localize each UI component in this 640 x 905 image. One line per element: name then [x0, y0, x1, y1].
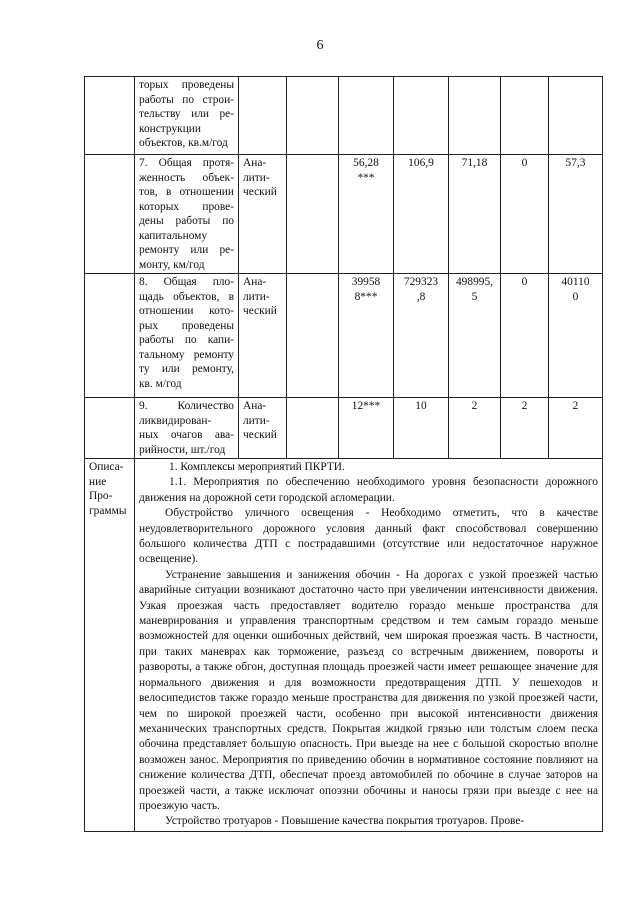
method-line: Ана- [243, 157, 267, 169]
value-text: 39958 [351, 276, 381, 288]
method-line: Ана- [243, 400, 267, 412]
table-row [85, 77, 603, 155]
indicator-cell [135, 398, 239, 459]
value-text: 57,3 [565, 157, 586, 169]
description-label-line: ние [89, 475, 107, 488]
blank-cell [287, 274, 339, 398]
indicators-table [84, 76, 603, 832]
indicator-line: 7. Общая протя- [139, 157, 234, 169]
indicator-line: капитальному [139, 229, 208, 242]
value-cell [394, 155, 449, 274]
description-text [135, 459, 603, 832]
indicator-line: конструкции [139, 122, 201, 135]
method-line: лити- [243, 290, 270, 303]
indicator-line: 9. Количество [139, 400, 234, 412]
description-label-line: Описа- [89, 461, 124, 473]
blank-cell [287, 398, 339, 459]
description-paragraph: Обустройство уличного освещения - Необходимо отметить, что в качестве неудовлетворительного дорожного условия данный факт способствовал совершению большого количества ДТП с пострадавшими (отсутствие или недостаточное наружное освещение). [139, 507, 598, 566]
value-text: 40110 [561, 276, 590, 288]
value-text: 5 [471, 290, 478, 303]
method-cell [239, 398, 287, 459]
value-cell [449, 398, 501, 459]
value-cell [549, 398, 603, 459]
blank-cell [287, 77, 339, 155]
indicator-line: отношении кото- [139, 305, 234, 317]
indicator-line: торых проведены [139, 79, 234, 91]
value-cell [394, 77, 449, 155]
value-text: 8*** [354, 290, 378, 303]
indicator-line: тельству или ре- [139, 108, 234, 120]
value-cell [339, 77, 394, 155]
value-cell [449, 77, 501, 155]
table-row [85, 274, 603, 398]
method-cell [239, 274, 287, 398]
method-cell [239, 155, 287, 274]
value-cell [449, 274, 501, 398]
method-cell [239, 77, 287, 155]
indicator-line: щадь объектов, в [139, 290, 234, 303]
value-cell [339, 398, 394, 459]
description-label-line: граммы [89, 504, 127, 517]
indicator-line: тов, в отношении [139, 186, 234, 198]
indicator-line: работы по строи- [139, 93, 234, 106]
value-text: 71,18 [461, 157, 488, 169]
indicator-cell [135, 274, 239, 398]
value-cell [549, 155, 603, 274]
value-cell [339, 274, 394, 398]
value-text: 0 [572, 290, 579, 303]
value-cell [549, 274, 603, 398]
indicator-line: рых проведены [139, 319, 234, 332]
method-line: ческий [243, 186, 277, 198]
description-paragraph: 1.1. Мероприятия по обеспечению необходимого уровня безопасности дорожного движения на дорожной сети городской агломерации. [139, 476, 598, 504]
indicator-line: ликвидирован- [139, 414, 212, 427]
indicator-line: объектов, кв.м/год [139, 137, 228, 149]
value-text: 10 [415, 400, 427, 412]
value-cell [394, 274, 449, 398]
value-text: 498995, [455, 276, 494, 288]
value-cell [549, 77, 603, 155]
value-cell [501, 398, 549, 459]
value-text: 0 [521, 276, 528, 288]
value-text: 2 [572, 400, 579, 412]
value-text: 2 [521, 400, 528, 412]
method-line: лити- [243, 171, 270, 184]
indicator-line: монту, км/год [139, 258, 205, 271]
table-body [85, 77, 603, 459]
description-label [85, 459, 135, 832]
method-line: ческий [243, 429, 277, 441]
method-line: Ана- [243, 276, 267, 288]
value-text: ,8 [416, 290, 426, 303]
indicator-line: работы по капи- [139, 334, 234, 346]
value-cell [501, 155, 549, 274]
indicator-line: женность объек- [139, 171, 234, 184]
value-text: 106,9 [408, 157, 434, 169]
method-line: ческий [243, 305, 277, 317]
page-number: 6 [316, 38, 324, 53]
value-cell [339, 155, 394, 274]
indicator-line: дены работы по [139, 215, 234, 227]
indicator-line: ту или ремонту, [139, 363, 234, 375]
section-cell [85, 274, 135, 398]
description-label-line: Про- [89, 490, 113, 502]
blank-cell [287, 155, 339, 274]
indicator-line: ных очагов ава- [139, 429, 234, 441]
value-cell [449, 155, 501, 274]
indicator-line: 8. Общая пло- [139, 276, 234, 288]
description-paragraph: Устранение завышения и занижения обочин - На дорогах с узкой проезжей частью аварийные ситуации возникают достаточно часто при увеличении интенсивности движения. Узкая проезжая часть предоставляет водителю гораздо меньше пространства для маневрирования и управления транспортным средством и тем самым гораздо меньше возможностей для оценки ошибочных действий, чем широкая проезжая часть. В частности, при таких маневрах как торможение, разъезд со встречным движением, повороты и развороты, а также обгон, доступная площадь проезжей части имеет решающее значение для нормального движения и для возможности предотвращения ДТП. У пешеходов и велосипедистов также гораздо меньше пространства для движения по узкой проезжей части, чем по широкой проезжей части, особенно при высокой интенсивности движения механических транспортных средств. Покрытая жидкой грязью или толстым слоем песка обочина представляет большую опасность. При выезде на нее с большой скоростью вполне возможен занос. Мероприятия по приведению обочин в нормативное состояние повлияют на снижение количества ДТП, обеспечат проезд автомобилей по обочине в случае заторов на проезжей части, а также исключат опоэзни обочины и наносы грязи при выезде с нее на проезжую часть. [139, 568, 598, 812]
value-text: 0 [521, 157, 528, 169]
indicator-cell [135, 155, 239, 274]
value-text: 729323 [403, 276, 439, 288]
value-text: 2 [471, 400, 478, 412]
value-text: 12*** [351, 400, 381, 412]
value-text: *** [357, 171, 375, 184]
value-cell [394, 398, 449, 459]
indicator-line: ремонту или ре- [139, 244, 234, 256]
indicator-cell [135, 77, 239, 155]
value-cell [501, 274, 549, 398]
description-paragraph: 1. Комплексы мероприятий ПКРТИ. [169, 461, 345, 473]
value-text: 56,28 [353, 157, 379, 169]
description-row [85, 459, 603, 832]
value-cell [501, 77, 549, 155]
description-paragraph: Устройство тротуаров - Повышение качества покрытия тротуаров. Прове- [165, 815, 525, 828]
indicator-line: которых прове- [139, 200, 234, 213]
section-cell [85, 77, 135, 155]
indicator-line: тальному ремонту [139, 348, 234, 361]
indicator-line: рийности, шт./год [139, 443, 226, 456]
section-cell [85, 398, 135, 459]
indicator-line: кв. м/год [139, 377, 182, 390]
table-row [85, 155, 603, 274]
table-row [85, 398, 603, 459]
method-line: лити- [243, 414, 270, 427]
section-cell [85, 155, 135, 274]
